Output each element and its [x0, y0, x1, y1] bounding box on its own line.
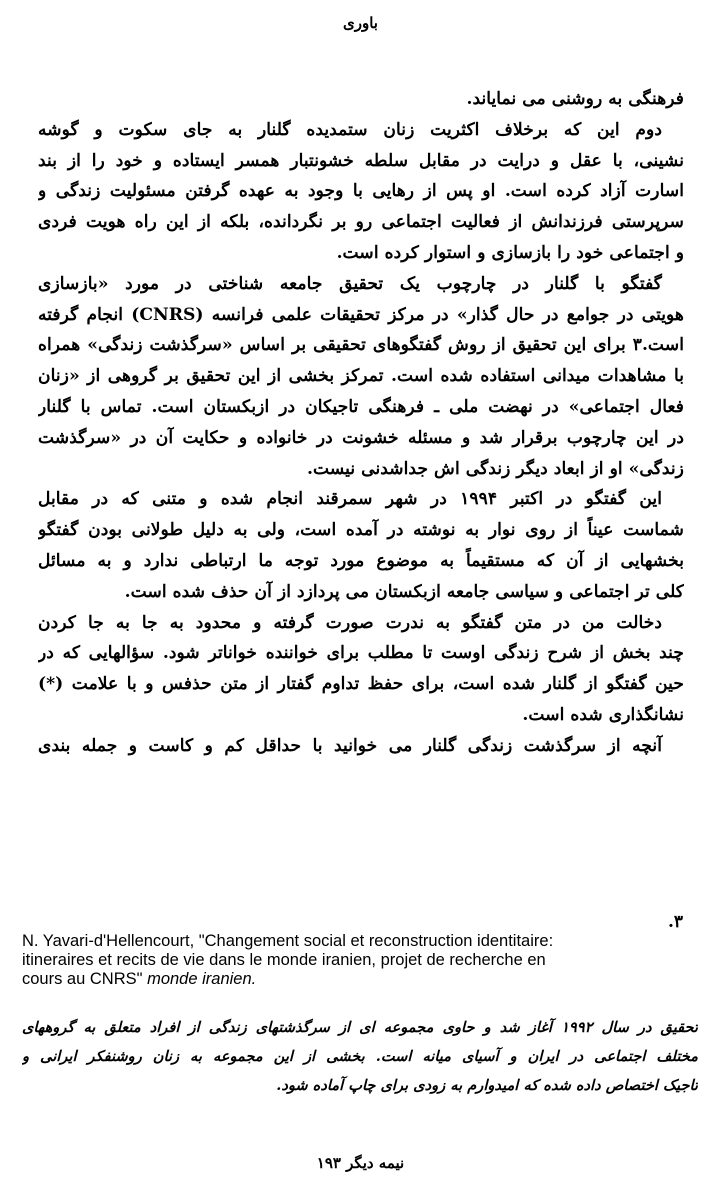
body-line: در این چارچوب برقرار شد و مسئله خشونت در خانواده و حکایت آن در «سرگذشت [38, 427, 684, 448]
main-body-text [38, 84, 684, 762]
footnote-citation-line: N. Yavari-d'Hellencourt, "Changement social et reconstruction identitaire: [22, 932, 554, 950]
body-line: نشانگذاری شده است. [522, 704, 684, 725]
footnote-citation-text: cours au CNRS" [22, 970, 148, 988]
body-line: سرپرستی فرزندانش از فعالیت اجتماعی رو بر نگردانده، بلکه از این راه هویت فردی [38, 212, 684, 233]
footnote-line: تاجیک اختصاص داده شده که امیدوارم به زودی برای چاپ آماده شود. [276, 1077, 698, 1094]
body-line: هویتی در جوامع در حال گذار» در مرکز تحقیقات علمی فرانسه (CNRS) انجام گرفته [38, 304, 684, 325]
footnote-citation-line: itineraires et recits de vie dans le monde iranien, projet de recherche en [22, 951, 546, 969]
footnote-marker: ۳. [668, 912, 684, 932]
body-line: شماست عیناً از روی نوار به نوشته در آمده است، ولی به دلیل طولانی بودن گفتگو [38, 520, 684, 541]
body-line: چند بخش از شرح زندگی اوست تا مطلب برای خواننده خواناتر شود. سؤالهایی که در [38, 643, 684, 664]
body-line: زندگی» او از ابعاد دیگر زندگی اش جداشدنی نیست. [306, 458, 684, 479]
body-line: بخشهایی از آن که مستقیماً به موضوع مورد توجه ما ارتباطی ندارد و به مسائل [38, 550, 684, 571]
footnote-citation-italic: monde iranien. [147, 970, 257, 988]
body-line: فرهنگی به روشنی می نمایاند. [466, 89, 684, 109]
body-line: کلی تر اجتماعی و سیاسی جامعه ازبکستان می پردازد از آن حذف شده است. [124, 581, 684, 602]
footnote-citation [22, 932, 698, 989]
body-line: دوم این که برخلاف اکثریت زنان ستمدیده گلنار به جای سکوت و گوشه [38, 119, 662, 140]
running-header: باوری [343, 14, 378, 32]
body-line: دخالت من در متن گفتگو به ندرت صورت گرفته و محدود به جا به جا کردن [38, 612, 662, 633]
body-line: حین گفتگو از گلنار شده است، برای حفظ تداوم گفتار از متن حذفس و با علامت (*) [38, 674, 684, 695]
body-line: این گفتگو در اکتبر ۱۹۹۴ در شهر سمرقند انجام شده و متنی که در مقابل [38, 489, 662, 510]
body-line: است.۳ برای این تحقیق از روش گفتگوهای تحقیقی بر اساس «سرگذشت زندگی» همراه [38, 335, 684, 356]
body-line: با مشاهدات میدانی استفاده شده است. تمرکز بخشی از این تحقیق بر گروهی از «زنان [38, 366, 684, 387]
footnote-citation-line [22, 970, 698, 989]
body-line: نشینی، با عقل و درایت در مقابل سلطه خشونتبار همسر ایستاده و خود را از بند [38, 150, 684, 171]
page-footer: نیمه دیگر ۱۹۳ [316, 1154, 405, 1172]
body-line: و اجتماعی خود را بازسازی و استوار کرده است. [336, 242, 684, 263]
body-line: اسارت آزاد کرده است. او پس از رهایی با وجود به عهده گرفتن مسئولیت زندگی و [38, 181, 684, 202]
footnote-line: تحقیق در سال ۱۹۹۲ آغاز شد و حاوی مجموعه ای از سرگذشتهای زندگی از افراد متعلق به گروههای [22, 1019, 698, 1036]
body-line: آنچه از سرگذشت زندگی گلنار می خوانید با حداقل کم و کاست و جمله بندی [38, 735, 662, 756]
footnote-persian-text [22, 1013, 698, 1100]
body-line: گفتگو با گلنار در چارچوب یک تحقیق جامعه شناختی در مورد «بازسازی [38, 273, 662, 294]
body-line: فعال اجتماعی» در نهضت ملی ـ فرهنگی تاجیکان در ازبکستان است. تماس با گلنار [38, 396, 684, 417]
footnote-line: مختلف اجتماعی در ایران و آسیای میانه است. بخشی از این مجموعه به زنان روشنفکر ایرانی و [22, 1048, 698, 1065]
